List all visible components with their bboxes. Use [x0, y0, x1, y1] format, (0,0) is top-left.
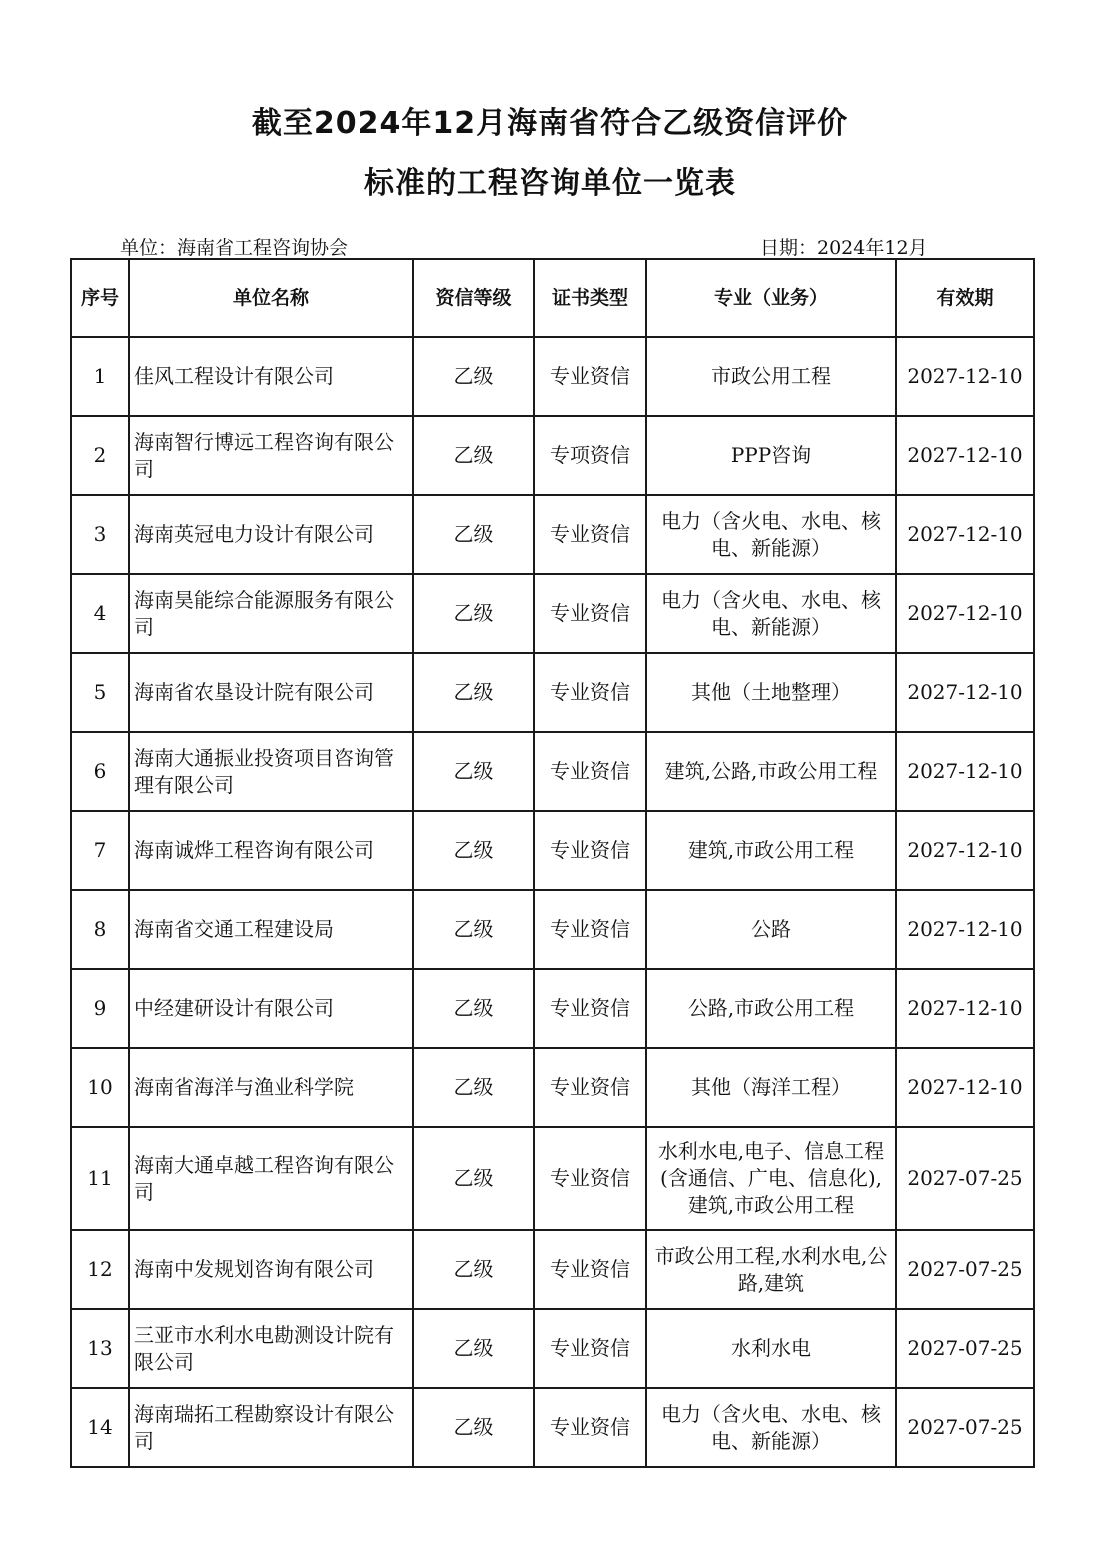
- header-cert: 证书类型: [534, 259, 646, 337]
- header-name: 单位名称: [129, 259, 413, 337]
- cell-business: 电力（含火电、水电、核电、新能源）: [646, 1388, 896, 1467]
- cell-cert: 专业资信: [534, 337, 646, 416]
- header-valid: 有效期: [896, 259, 1034, 337]
- table-row: [71, 732, 1034, 811]
- cell-grade: 乙级: [413, 416, 534, 495]
- cell-no: 14: [71, 1388, 129, 1467]
- header-business: 专业（业务）: [646, 259, 896, 337]
- table-row: [71, 1048, 1034, 1127]
- cell-grade: 乙级: [413, 337, 534, 416]
- cell-no: 4: [71, 574, 129, 653]
- cell-valid: 2027-12-10: [896, 890, 1034, 969]
- cell-grade: 乙级: [413, 969, 534, 1048]
- cell-business: 电力（含火电、水电、核电、新能源）: [646, 574, 896, 653]
- cell-name: 三亚市水利水电勘测设计院有限公司: [129, 1309, 413, 1388]
- cell-no: 8: [71, 890, 129, 969]
- cell-grade: 乙级: [413, 1309, 534, 1388]
- table-row: [71, 1388, 1034, 1467]
- cell-grade: 乙级: [413, 890, 534, 969]
- table-row: [71, 416, 1034, 495]
- cell-name: 海南诚烨工程咨询有限公司: [129, 811, 413, 890]
- document-title-line-2: 标准的工程咨询单位一览表: [364, 166, 736, 201]
- table-row: [71, 1230, 1034, 1309]
- cell-cert: 专业资信: [534, 574, 646, 653]
- cell-business: 市政公用工程,水利水电,公路,建筑: [646, 1230, 896, 1309]
- cell-valid: 2027-07-25: [896, 1127, 1034, 1230]
- cell-valid: 2027-12-10: [896, 1048, 1034, 1127]
- cell-valid: 2027-12-10: [896, 811, 1034, 890]
- cell-name: 佳风工程设计有限公司: [129, 337, 413, 416]
- cell-valid: 2027-12-10: [896, 732, 1034, 811]
- cell-cert: 专业资信: [534, 495, 646, 574]
- cell-business: 市政公用工程: [646, 337, 896, 416]
- cell-cert: 专业资信: [534, 890, 646, 969]
- cell-no: 11: [71, 1127, 129, 1230]
- cell-no: 10: [71, 1048, 129, 1127]
- cell-cert: 专业资信: [534, 969, 646, 1048]
- qualified-units-table: [70, 258, 1035, 1468]
- cell-no: 9: [71, 969, 129, 1048]
- cell-valid: 2027-12-10: [896, 969, 1034, 1048]
- header-no: 序号: [71, 259, 129, 337]
- cell-name: 海南中发规划咨询有限公司: [129, 1230, 413, 1309]
- cell-business: 其他（海洋工程）: [646, 1048, 896, 1127]
- cell-name: 海南大通振业投资项目咨询管理有限公司: [129, 732, 413, 811]
- cell-name: 海南省交通工程建设局: [129, 890, 413, 969]
- table-row: [71, 811, 1034, 890]
- cell-name: 海南大通卓越工程咨询有限公司: [129, 1127, 413, 1230]
- cell-no: 1: [71, 337, 129, 416]
- cell-grade: 乙级: [413, 1230, 534, 1309]
- issuing-unit: 单位：海南省工程咨询协会: [120, 237, 349, 259]
- cell-grade: 乙级: [413, 1388, 534, 1467]
- cell-valid: 2027-07-25: [896, 1388, 1034, 1467]
- cell-business: 公路: [646, 890, 896, 969]
- cell-valid: 2027-07-25: [896, 1230, 1034, 1309]
- cell-grade: 乙级: [413, 574, 534, 653]
- cell-cert: 专业资信: [534, 811, 646, 890]
- cell-valid: 2027-07-25: [896, 1309, 1034, 1388]
- table-row: [71, 969, 1034, 1048]
- cell-grade: 乙级: [413, 1127, 534, 1230]
- cell-no: 13: [71, 1309, 129, 1388]
- table-row: [71, 1309, 1034, 1388]
- cell-name: 海南省农垦设计院有限公司: [129, 653, 413, 732]
- cell-name: 海南智行博远工程咨询有限公司: [129, 416, 413, 495]
- header-grade: 资信等级: [413, 259, 534, 337]
- document-title-line-1: 截至2024年12月海南省符合乙级资信评价: [251, 106, 849, 141]
- table-row: [71, 495, 1034, 574]
- cell-no: 6: [71, 732, 129, 811]
- issue-date: 日期：2024年12月: [760, 237, 928, 259]
- cell-no: 5: [71, 653, 129, 732]
- table-row: [71, 574, 1034, 653]
- cell-grade: 乙级: [413, 811, 534, 890]
- cell-valid: 2027-12-10: [896, 495, 1034, 574]
- table-row: [71, 653, 1034, 732]
- cell-business: 电力（含火电、水电、核电、新能源）: [646, 495, 896, 574]
- cell-no: 3: [71, 495, 129, 574]
- cell-cert: 专业资信: [534, 1230, 646, 1309]
- table-header-row: [71, 259, 1034, 337]
- cell-business: 其他（土地整理）: [646, 653, 896, 732]
- cell-business: 水利水电: [646, 1309, 896, 1388]
- cell-cert: 专业资信: [534, 1309, 646, 1388]
- cell-name: 海南昊能综合能源服务有限公司: [129, 574, 413, 653]
- cell-cert: 专业资信: [534, 1388, 646, 1467]
- table-row: [71, 890, 1034, 969]
- cell-business: PPP咨询: [646, 416, 896, 495]
- cell-cert: 专业资信: [534, 653, 646, 732]
- cell-name: 海南省海洋与渔业科学院: [129, 1048, 413, 1127]
- cell-cert: 专项资信: [534, 416, 646, 495]
- cell-no: 2: [71, 416, 129, 495]
- cell-valid: 2027-12-10: [896, 337, 1034, 416]
- cell-business: 建筑,公路,市政公用工程: [646, 732, 896, 811]
- cell-no: 7: [71, 811, 129, 890]
- cell-cert: 专业资信: [534, 1127, 646, 1230]
- cell-grade: 乙级: [413, 653, 534, 732]
- cell-cert: 专业资信: [534, 1048, 646, 1127]
- cell-business: 公路,市政公用工程: [646, 969, 896, 1048]
- table-row: [71, 337, 1034, 416]
- cell-valid: 2027-12-10: [896, 574, 1034, 653]
- cell-valid: 2027-12-10: [896, 653, 1034, 732]
- cell-business: 水利水电,电子、信息工程(含通信、广电、信息化),建筑,市政公用工程: [646, 1127, 896, 1230]
- cell-valid: 2027-12-10: [896, 416, 1034, 495]
- cell-name: 海南瑞拓工程勘察设计有限公司: [129, 1388, 413, 1467]
- cell-business: 建筑,市政公用工程: [646, 811, 896, 890]
- cell-no: 12: [71, 1230, 129, 1309]
- table-row: [71, 1127, 1034, 1230]
- cell-name: 海南英冠电力设计有限公司: [129, 495, 413, 574]
- cell-name: 中经建研设计有限公司: [129, 969, 413, 1048]
- cell-cert: 专业资信: [534, 732, 646, 811]
- cell-grade: 乙级: [413, 495, 534, 574]
- cell-grade: 乙级: [413, 732, 534, 811]
- cell-grade: 乙级: [413, 1048, 534, 1127]
